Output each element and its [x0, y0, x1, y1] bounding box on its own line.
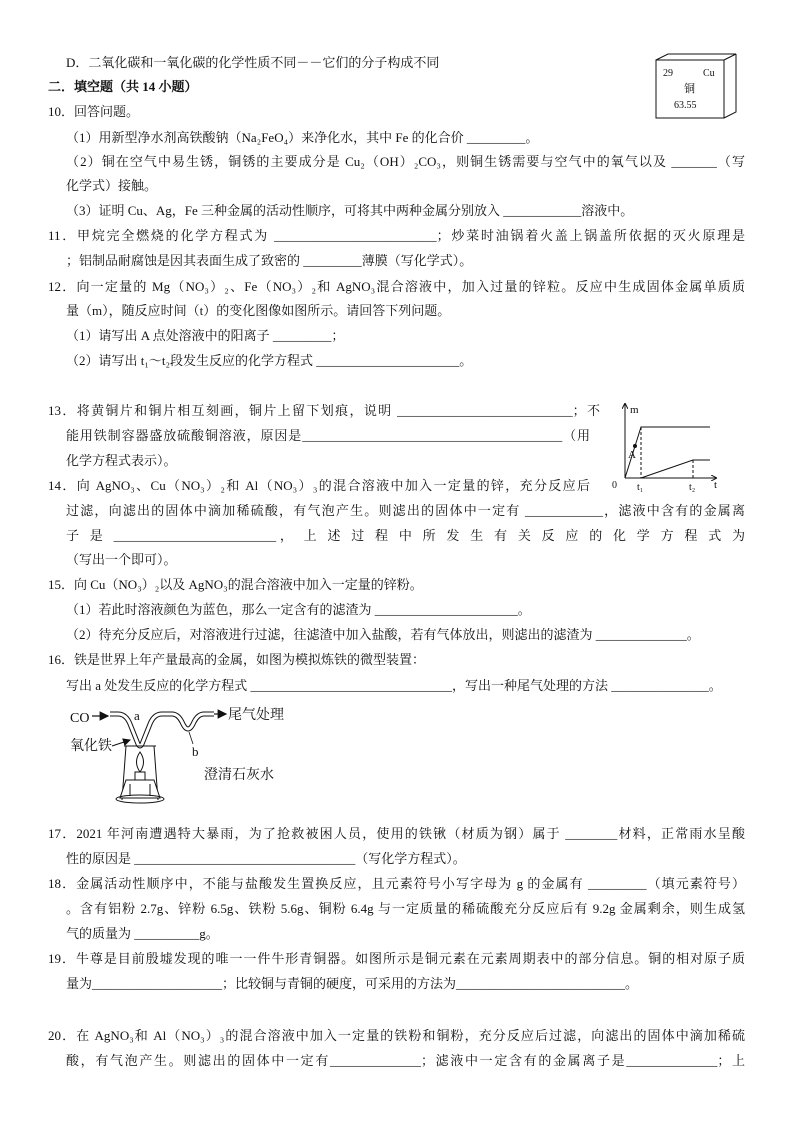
element-card — [652, 52, 742, 124]
q20-line-2: 酸，有气泡产生。则滤出的固体中一定有______________；滤液中一定含有的金属离子是______________；上 — [66, 1053, 745, 1068]
q19-line-2: 量为____________________；比较铜与青铜的硬度，可采用的方法为__________________________。 — [66, 976, 639, 991]
q14-line-4: （写出一个即可）。 — [66, 552, 177, 567]
q15-line-3: （2）待充分反应后，对溶液进行过滤，往滤渣中加入盐酸，若有气体放出，则滤出的滤渣为 ______________。 — [66, 627, 700, 642]
option-d: D．二氧化碳和一氧化碳的化学性质不同－－它们的分子构成不同 — [66, 55, 440, 70]
point-a-label: A — [628, 449, 636, 461]
co-label: CO — [70, 711, 90, 726]
q12-line-2: 量（m），随反应时间（t）的变化图像如图所示。请回答下列问题。 — [66, 303, 451, 318]
q12-line-1: 12．向一定量的 Mg（NO₃）₂、Fe（NO₃）₂和 AgNO₃混合溶液中，加入过量的锌粒。反应中生成固体金属单质质 — [48, 279, 745, 294]
q10-line-2: （1）用新型净水剂高铁酸钠（Na₂FeO₄）来净化水，其中 Fe 的化合价 _________。 — [66, 130, 539, 145]
iron-oxide-arrow — [112, 740, 130, 746]
iron-oxide-label: 氧化铁 — [70, 739, 112, 754]
q10-line-3: （2）铜在空气中易生锈，铜锈的主要成分是 Cu₂（OH）₂CO₃，则铜生锈需要与空气中的氧气以及 _______（写 — [66, 154, 745, 169]
q11-line-2: ；铝制品耐腐蚀是因其表面生成了致密的 _________薄膜（写化学式）。 — [66, 253, 473, 268]
label-a: a — [134, 708, 140, 723]
x-axis-label: t — [714, 479, 718, 491]
label-b-leader — [189, 732, 193, 744]
label-b: b — [192, 744, 199, 759]
q16-line-1: 16．铁是世界上年产量最高的金属，如图为模拟炼铁的微型装置： — [48, 652, 426, 667]
q15-line-1: 15．向 Cu（NO₃）₂以及 AgNO₃的混合溶液中加入一定量的锌粉。 — [48, 577, 423, 592]
mass-time-graph — [600, 396, 725, 496]
point-a-dot — [633, 444, 637, 448]
q18-line-2: 。含有铝粉 2.7g、锌粉 6.5g、铁粉 5.6g、铜粉 6.4g 与一定质量的稀硫酸充分反应后有 9.2g 金属剩余，则生成氢 — [66, 901, 745, 916]
q10-line-4: 化学式）接触。 — [66, 178, 158, 193]
atomic-mass: 63.55 — [674, 100, 697, 111]
q10-line-1: 10．回答问题。 — [48, 104, 140, 119]
q14-line-3: 子 是 _________________________， 上 述 过 程 中 所 发 生 有 关 反 应 的 化 学 方 程 式 为 — [66, 528, 745, 543]
q13-line-1: 13．将黄铜片和铜片相互刻画，铜片上留下划痕，说明 ___________________________；不 — [48, 403, 600, 418]
q12-line-4: （2）请写出 t₁～t₂段发生反应的化学方程式 ______________________。 — [66, 353, 473, 368]
q17-line-2: 性的原因是 __________________________________（写化学方程式）。 — [66, 851, 466, 866]
q16-line-2: 写出 a 处发生反应的化学方程式 _______________________________，写出一种尾气处理的方法 _______________。 — [66, 678, 722, 693]
q13-line-3: 化学方程式表示）。 — [66, 453, 177, 468]
alcohol-lamp — [116, 746, 164, 803]
q12-line-3: （1）请写出 A 点处溶液中的阳离子 _________； — [66, 328, 345, 343]
q20-line-1: 20．在 AgNO₃和 Al（NO₃）₃的混合溶液中加入一定量的铁粉和铜粉，充分反应后过滤，向滤出的固体中滴加稀硫 — [48, 1028, 745, 1043]
q13-line-2: 能用铁制容器盛放硫酸铜溶液，原因是________________________________________（用 — [66, 428, 590, 443]
element-symbol: Cu — [703, 68, 715, 79]
exhaust-label: 尾气处理 — [228, 708, 284, 723]
iron-smelting-apparatus — [64, 700, 304, 808]
origin-label: 0 — [612, 480, 617, 491]
q10-line-5: （3）证明 Cu、Ag，Fe 三种金属的活动性顺序，可将其中两种金属分别放入 ____________溶液中。 — [66, 203, 634, 218]
t2-label: t₂ — [689, 482, 696, 493]
limewater-label: 澄清石灰水 — [204, 768, 274, 783]
q19-line-1: 19．牛尊是目前殷墟发现的唯一一件牛形青铜器。如图所示是铜元素在元素周期表中的部分信息。铜的相对原子质 — [48, 951, 745, 966]
element-name: 铜 — [684, 83, 695, 95]
t1-label: t₁ — [637, 482, 644, 493]
q14-line-1: 14．向 AgNO₃、Cu（NO₃）₂和 Al（NO₃）₃的混合溶液中加入一定量的锌，充分反应后 — [48, 478, 590, 493]
y-axis-label: m — [630, 404, 639, 416]
atomic-number: 29 — [663, 68, 673, 79]
q14-line-2: 过滤，向滤出的固体中滴加稀硫酸，有气泡产生。则滤出的固体中一定有 ____________，滤液中含有的金属离 — [66, 503, 745, 518]
q18-line-3: 气的质量为 __________g。 — [66, 926, 219, 941]
q17-line-1: 17．2021 年河南遭遇特大暴雨，为了抢救被困人员，使用的铁锹（材质为钢）属于 ________材料，正常雨水呈酸 — [48, 826, 745, 841]
q18-line-1: 18．金属活动性顺序中，不能与盐酸发生置换反应，且元素符号小写字母为 g 的金属有 _________（填元素符号） — [48, 876, 745, 891]
q15-line-2: （1）若此时溶液颜色为蓝色，那么一定含有的滤渣为 ______________________。 — [66, 602, 531, 617]
lower-curve — [641, 460, 710, 478]
q11-line-1: 11．甲烷完全燃烧的化学方程式为 _________________________；炒菜时油锅着火盖上锅盖所依据的灭火原理是 — [48, 228, 745, 243]
upper-curve — [625, 427, 710, 478]
section-title: 二．填空题（共 14 小题） — [48, 79, 198, 94]
